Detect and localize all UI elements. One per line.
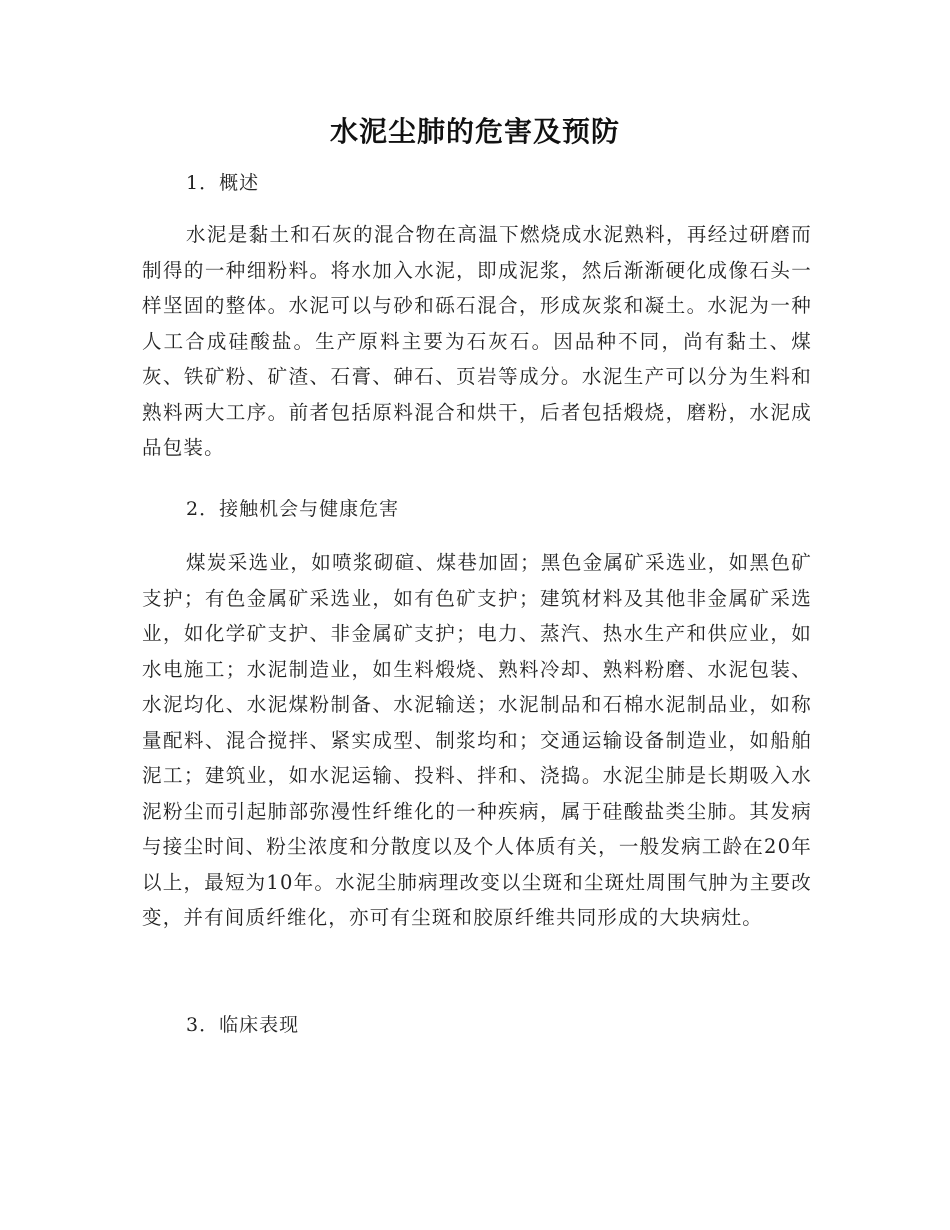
- document-title: 水泥尘肺的危害及预防: [329, 115, 620, 148]
- section-paragraph-overview: 水泥是黏土和石灰的混合物在高温下燃烧成水泥熟料，再经过研磨而制得的一种细粉料。将水加入水泥，即成泥浆，然后渐渐硬化成像石头一样坚固的整体。水泥可以与砂和砾石混合，形成灰浆和凝土。水泥为一种人工合成硅酸盐。生产原料主要为石灰石。因品种不同，尚有黏土、煤灰、铁矿粉、矿渣、石膏、砷石、页岩等成分。水泥生产可以分为生料和熟料两大工序。前者包括原料混合和烘干，后者包括煅烧，磨粉，水泥成品包装。: [142, 223, 812, 459]
- section-paragraph-exposure: 煤炭采选业，如喷浆砌碹、煤巷加固；黑色金属矿采选业，如黑色矿支护；有色金属矿采选业，如有色矿支护；建筑材料及其他非金属矿采选业，如化学矿支护、非金属矿支护；电力、蒸汽、热水生产和供应业，如水电施工；水泥制造业，如生料煅烧、熟料冷却、熟料粉磨、水泥包装、水泥均化、水泥煤粉制备、水泥输送；水泥制品和石棉水泥制品业，如称量配料、混合搅拌、紧实成型、制浆均和；交通运输设备制造业，如船舶泥工；建筑业，如水泥运输、投料、拌和、浇捣。水泥尘肺是长期吸入水泥粉尘而引起肺部弥漫性纤维化的一种疾病，属于硅酸盐类尘肺。其发病与接尘时间、粉尘浓度和分散度以及个人体质有关，一般发病工龄在20年以上，最短为10年。水泥尘肺病理改变以尘斑和尘斑灶周围气肿为主要改变，并有间质纤维化，亦可有尘斑和胶原纤维共同形成的大块病灶。: [142, 551, 812, 929]
- section-heading-clinical: 3．临床表现: [186, 1014, 300, 1036]
- section-heading-exposure: 2．接触机会与健康危害: [186, 498, 400, 520]
- section-heading-overview: 1．概述: [186, 172, 260, 194]
